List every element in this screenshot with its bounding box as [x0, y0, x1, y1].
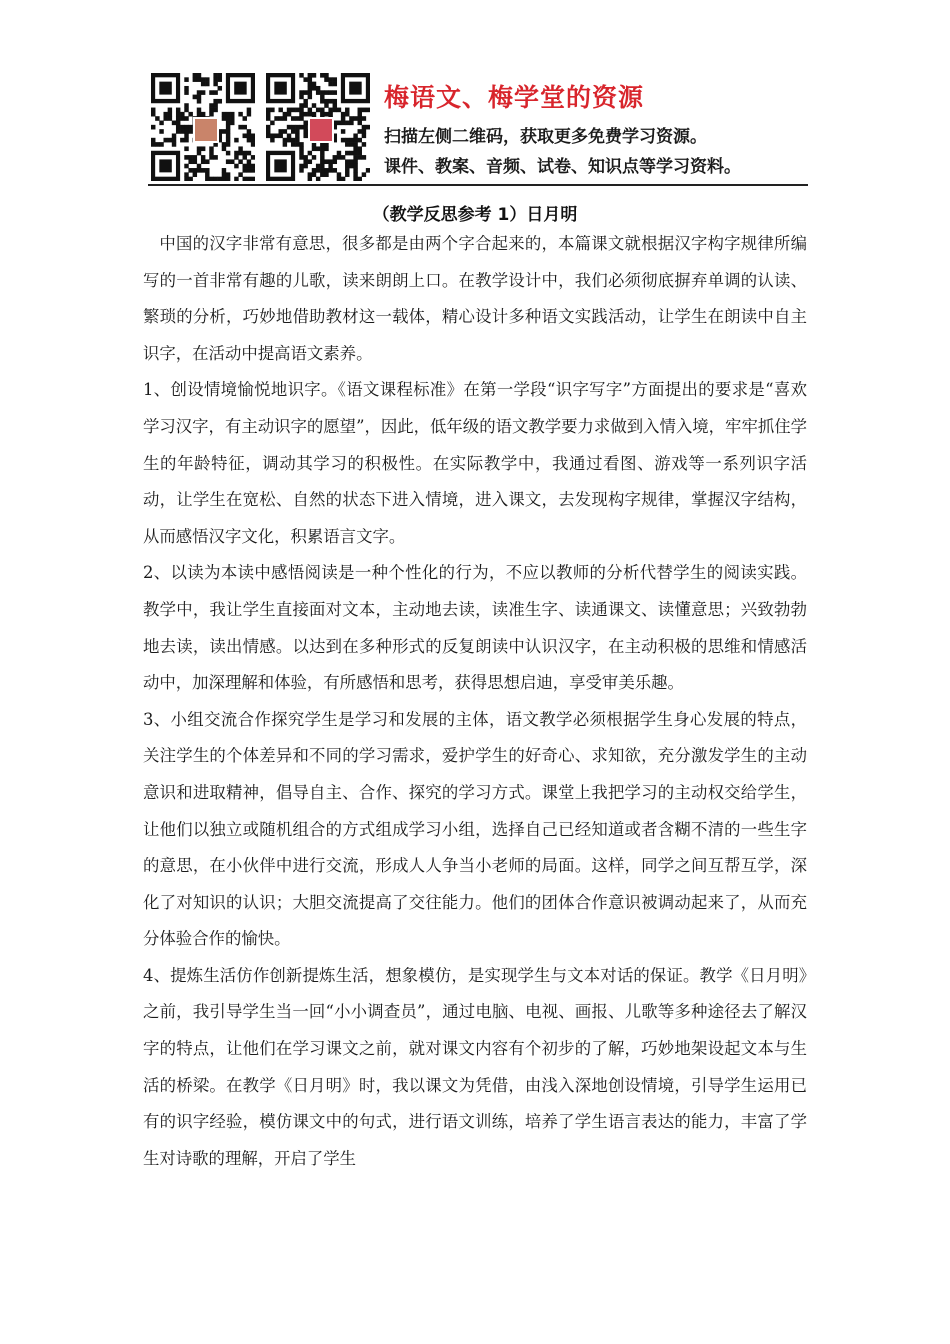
paragraph-4: 4、提炼生活仿作创新提炼生活，想象模仿，是实现学生与文本对话的保证。教学《日月明》之前，我引导学生当一回“小小调查员”，通过电脑、电视、画报、儿歌等多种途径去了解汉字的特点，让他们在学习课文之前，就对课文内容有个初步的了解，巧妙地架设起文本与生活的桥梁。在教学《日月明》时，我以课文为凭借，由浅入深地创设情境，引导学生运用已有的识字经验，模仿课文中的句式，进行语文训练，培养了学生语言表达的能力，丰富了学生对诗歌的理解，开启了学生: [143, 965, 807, 1168]
tagline-scan: 扫描左侧二维码，获取更多免费学习资源。: [384, 127, 707, 147]
qr-code-icon[interactable]: [266, 73, 370, 181]
resource-header: [148, 70, 808, 186]
header-divider: [148, 184, 808, 186]
tagline-materials: 课件、教案、音频、试卷、知识点等学习资料。: [384, 157, 741, 177]
document-title: （教学反思参考 1）日月明: [372, 205, 578, 225]
brand-title: 梅语文、梅学堂的资源: [384, 83, 645, 112]
qr-code-icon[interactable]: [151, 73, 255, 181]
paragraph-2: 2、以读为本读中感悟阅读是一种个性化的行为，不应以教师的分析代替学生的阅读实践。教学中，我让学生直接面对文本，主动地去读，读准生字、读通课文、读懂意思；兴致勃勃地去读，读出情感。以达到在多种形式的反复朗读中认识汉字，在主动积极的思维和情感活动中，加深理解和体验，有所感悟和思考，获得思想启迪，享受审美乐趣。: [143, 563, 807, 693]
paragraph-1: 1、创设情境愉悦地识字。《语文课程标准》在第一学段“识字写字”方面提出的要求是“喜欢学习汉字，有主动识字的愿望”，因此，低年级的语文教学要力求做到入情入境，牢牢抓住学生的年龄特征，调动其学习的积极性。在实际教学中，我通过看图、游戏等一系列识字活动，让学生在宽松、自然的状态下进入情境，进入课文，去发现构字规律，掌握汉字结构，从而感悟汉字文化，积累语言文字。: [143, 380, 808, 546]
paragraph-intro: 中国的汉字非常有意思，很多都是由两个字合起来的，本篇课文就根据汉字构字规律所编写的一首非常有趣的儿歌，读来朗朗上口。在教学设计中，我们必须彻底摒弃单调的认读、繁琐的分析，巧妙地借助教材这一载体，精心设计多种语文实践活动，让学生在朗读中自主识字，在活动中提高语文素养。: [143, 234, 807, 363]
qr-center-avatar: [193, 117, 219, 143]
qr-center-logo: [308, 117, 334, 143]
document-body: [143, 226, 807, 1177]
paragraph-3: 3、小组交流合作探究学生是学习和发展的主体，语文教学必须根据学生身心发展的特点，关注学生的个体差异和不同的学习需求，爱护学生的好奇心、求知欲，充分激发学生的主动意识和进取精神，倡导自主、合作、探究的学习方式。课堂上我把学习的主动权交给学生，让他们以独立或随机组合的方式组成学习小组，选择自己已经知道或者含糊不清的一些生字的意思，在小伙伴中进行交流，形成人人争当小老师的局面。这样，同学之间互帮互学，深化了对知识的认识；大胆交流提高了交往能力。他们的团体合作意识被调动起来了，从而充分体验合作的愉快。: [143, 709, 807, 949]
